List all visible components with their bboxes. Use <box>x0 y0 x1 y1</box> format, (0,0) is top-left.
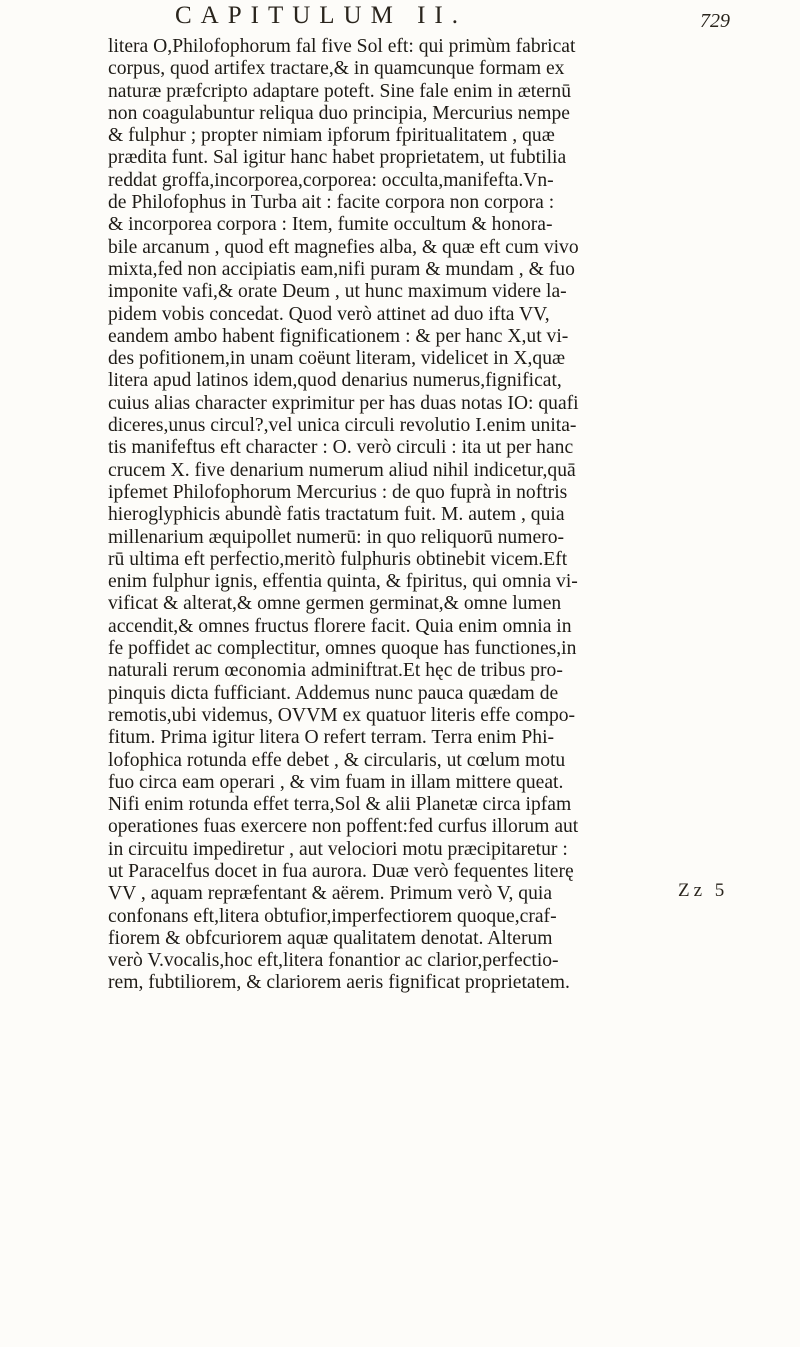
body-text <box>108 36 788 995</box>
text-line: corpus, quod artifex tractare,& in quamcunque formam ex <box>108 58 565 80</box>
text-line: litera O,Philofophorum fal five Sol eft: qui primùm fabricat <box>108 36 576 57</box>
text-line: bile arcanum , quod eft magnefies alba, & quæ eft cum vivo <box>108 236 579 258</box>
page-number: 729 <box>700 10 730 32</box>
text-line: de Philofophus in Turba ait : facite corpora non corpora : <box>108 192 555 214</box>
text-line: fitum. Prima igitur litera O refert terram. Terra enim Phi- <box>108 727 555 749</box>
text-line: rem, fubtiliorem, & clariorem aeris fignificat proprietatem. <box>108 972 570 994</box>
text-line: des pofitionem,in unam coëunt literam, videlicet in X,quæ <box>108 348 566 370</box>
text-line: crucem X. five denarium numerum aliud nihil indicetur,quā <box>108 459 576 481</box>
text-line: vificat & alterat,& omne germen germinat,& omne lumen <box>108 593 562 615</box>
running-head: CAPITULUM II. <box>175 2 467 29</box>
text-line: fuo circa eam operari , & vim fuam in illam mittere queat. <box>108 771 564 793</box>
text-line: ut Paracelfus docet in fua aurora. Duæ verò fequentes literę <box>108 860 574 882</box>
text-line: non coagulabuntur reliqua duo principia, Mercurius nempe <box>108 102 570 124</box>
text-line: millenarium æquipollet numerū: in quo reliquorū numero- <box>108 526 565 548</box>
text-line: mixta,fed non accipiatis eam,nifi puram & mundam , & fuo <box>108 258 575 280</box>
text-line: eandem ambo habent fignificationem : & per hanc X,ut vi- <box>108 325 569 347</box>
text-line: imponite vafi,& orate Deum , ut hunc maximum videre la- <box>108 281 567 303</box>
text-line: & fulphur ; propter nimiam ipforum fpiritualitatem , quæ <box>108 125 555 147</box>
text-line: enim fulphur ignis, effentia quinta, & fpiritus, qui omnia vi- <box>108 571 578 593</box>
text-line: pinquis dicta fufficiant. Addemus nunc pauca quædam de <box>108 682 559 704</box>
text-line: cuius alias character exprimitur per has duas notas IO: quafi <box>108 392 579 414</box>
text-line: lofophica rotunda effe debet , & circularis, ut cœlum motu <box>108 749 566 771</box>
text-line: Nifi enim rotunda effet terra,Sol & alii Planetæ circa ipfam <box>108 794 572 816</box>
text-line: diceres,unus circul?,vel unica circuli revolutio I.enim unita- <box>108 415 577 437</box>
text-line: remotis,ubi videmus, OVVM ex quatuor literis effe compo- <box>108 704 576 726</box>
text-line: naturali rerum œconomia adminiftrat.Et hęc de tribus pro- <box>108 660 563 682</box>
text-line: verò V.vocalis,hoc eft,litera fonantior ac clarior,perfectio- <box>108 950 559 972</box>
text-line: operationes fuas exercere non poffent:fed curfus illorum aut <box>108 816 579 838</box>
text-line: accendit,& omnes fructus florere facit. Quia enim omnia in <box>108 615 572 637</box>
text-line: confonans eft,litera obtufior,imperfectiorem quoque,craf- <box>108 905 557 927</box>
text-line: pidem vobis concedat. Quod verò attinet ad duo ifta VV, <box>108 303 550 325</box>
text-line: hieroglyphicis abundè fatis tractatum fuit. M. autem , quia <box>108 504 565 526</box>
text-line: naturæ præfcripto adaptare poteft. Sine fale enim in æternū <box>108 80 572 102</box>
text-line: tis manifeftus eft character : O. verò circuli : ita ut per hanc <box>108 437 574 459</box>
text-line: in circuitu impediretur , aut velociori motu præcipitaretur : <box>108 838 568 860</box>
text-line: & incorporea corpora : Item, fumite occultum & honora- <box>108 214 553 236</box>
text-line: ipfemet Philofophorum Mercurius : de quo fuprà in noftris <box>108 481 568 503</box>
text-line: prædita funt. Sal igitur hanc habet proprietatem, ut fubtilia <box>108 147 567 169</box>
text-line: reddat groffa,incorporea,corporea: occulta,manifefta.Vn- <box>108 169 554 191</box>
text-line: fe poffidet ac complectitur, omnes quoque has functiones,in <box>108 638 577 660</box>
text-line: VV , aquam repræfentant & aërem. Primum verò V, quia <box>108 883 553 905</box>
text-line: rū ultima eft perfectio,meritò fulphuris obtinebit vicem.Eft <box>108 548 568 570</box>
text-line: fiorem & obfcuriorem aquæ qualitatem denotat. Alterum <box>108 927 553 949</box>
text-line: litera apud latinos idem,quod denarius numerus,fignificat, <box>108 370 562 392</box>
signature-mark: Zz 5 <box>678 880 729 901</box>
